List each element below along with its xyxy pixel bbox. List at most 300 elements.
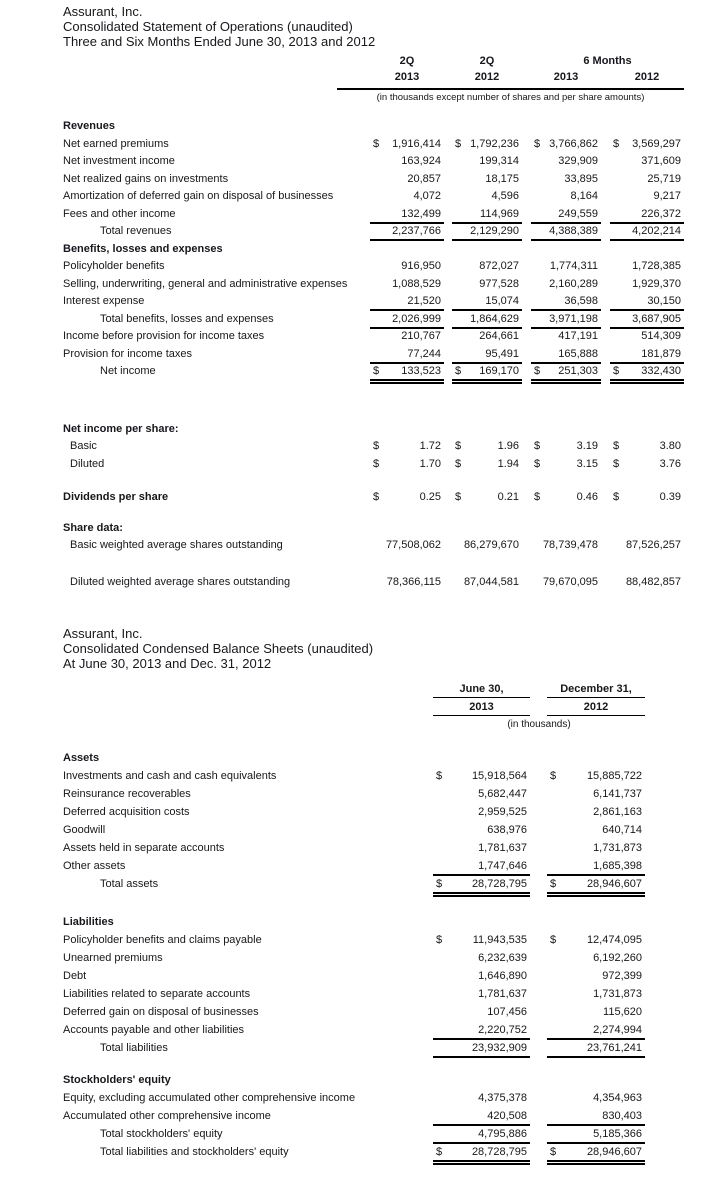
value-text: 2,026,999 <box>392 312 441 325</box>
statement-row <box>63 1042 702 1060</box>
value-text: 0.21 <box>497 491 519 503</box>
value-text: 1,864,629 <box>470 312 519 325</box>
value-text: 972,399 <box>602 970 642 982</box>
dollar-sign: $ <box>613 440 620 452</box>
value-text: 640,714 <box>602 824 642 836</box>
value-cell <box>452 173 522 187</box>
value-cell <box>531 330 601 344</box>
value-text: 23,932,909 <box>471 1042 527 1054</box>
value-text: 4,354,963 <box>593 1092 642 1104</box>
dollar-sign: $ <box>373 491 380 503</box>
value-cell <box>547 988 645 1002</box>
value-cell <box>531 458 601 472</box>
value-text: 163,924 <box>401 155 441 167</box>
row-label: Total revenues <box>100 225 172 237</box>
value-cell <box>547 824 645 838</box>
column-year-label: 2013 <box>394 71 420 83</box>
value-text: 2,129,290 <box>470 225 519 237</box>
value-cell <box>370 208 444 224</box>
value-cell <box>452 348 522 364</box>
statement-row <box>63 278 702 296</box>
value-cell <box>433 878 530 897</box>
statement-row <box>63 138 702 156</box>
value-cell <box>610 491 684 505</box>
dollar-sign: $ <box>436 1146 443 1158</box>
balance-sheet-titles <box>63 626 702 671</box>
row-label: Assets held in separate accounts <box>63 842 225 854</box>
row-label: Share data: <box>63 521 123 534</box>
value-cell <box>452 190 522 204</box>
value-cell <box>547 1024 645 1040</box>
value-cell <box>370 225 444 241</box>
statement-row <box>63 173 702 191</box>
statement-row <box>63 330 702 348</box>
value-cell <box>610 260 684 274</box>
statement-row <box>63 1024 702 1042</box>
value-text: 23,761,241 <box>586 1042 642 1054</box>
row-label: Total stockholders' equity <box>100 1128 223 1140</box>
value-cell <box>610 225 684 241</box>
dollar-sign: $ <box>550 878 557 890</box>
row-label: Deferred acquisition costs <box>63 806 190 818</box>
value-cell <box>531 260 601 274</box>
value-cell <box>433 1042 530 1058</box>
row-label: Equity, excluding accumulated other comprehensive income <box>63 1092 356 1104</box>
value-text: 115,620 <box>603 1006 642 1018</box>
value-text: 2,237,766 <box>392 225 441 237</box>
value-text: 1.70 <box>419 457 441 470</box>
value-text: 12,474,095 <box>586 934 642 946</box>
value-cell <box>452 278 522 292</box>
value-cell <box>610 208 684 224</box>
value-text: 95,491 <box>485 347 519 360</box>
column-year-label: 2012 <box>547 701 645 716</box>
income-statement-column-headers <box>63 55 702 104</box>
column-date-label: December 31, <box>547 683 645 698</box>
value-cell <box>370 365 444 384</box>
value-cell <box>547 1042 645 1058</box>
value-cell <box>547 842 645 856</box>
value-cell <box>547 1110 645 1126</box>
statement-row <box>63 1006 702 1024</box>
statement-row <box>63 365 702 383</box>
row-label: Stockholders' equity <box>63 1074 171 1086</box>
value-text: 4,596 <box>491 190 519 202</box>
dollar-sign: $ <box>455 457 462 470</box>
statement-row <box>63 313 702 331</box>
column-year-row <box>63 701 702 716</box>
value-text: 1,731,873 <box>593 988 642 1000</box>
value-text: 1,781,637 <box>478 842 527 854</box>
value-text: 5,682,447 <box>478 788 527 800</box>
statement-row <box>63 348 702 366</box>
row-label: Benefits, losses and expenses <box>63 242 223 255</box>
column-group-label: 2Q <box>399 55 415 67</box>
value-cell <box>433 842 530 856</box>
value-text: 872,027 <box>479 260 519 272</box>
row-label: Investments and cash and cash equivalents <box>63 770 277 782</box>
dollar-sign: $ <box>373 365 380 377</box>
row-label: Net earned premiums <box>63 137 169 150</box>
row-label: Policyholder benefits <box>63 260 165 272</box>
value-text: 226,372 <box>641 207 681 220</box>
statement-row <box>63 440 702 458</box>
statement-row <box>63 260 702 278</box>
dollar-sign: $ <box>455 137 462 150</box>
statement-period: At June 30, 2013 and Dec. 31, 2012 <box>63 656 272 671</box>
value-text: 1,088,529 <box>392 277 441 290</box>
value-text: 977,528 <box>479 277 519 290</box>
row-label: Deferred gain on disposal of businesses <box>63 1006 259 1018</box>
value-text: 15,885,722 <box>586 770 642 782</box>
value-cell <box>370 173 444 187</box>
dollar-sign: $ <box>534 457 541 470</box>
value-text: 28,946,607 <box>586 1146 642 1158</box>
value-cell <box>452 260 522 274</box>
dollar-sign: $ <box>436 878 443 890</box>
value-cell <box>610 138 684 152</box>
value-text: 4,795,886 <box>478 1128 527 1140</box>
column-year-label: 2012 <box>474 71 500 83</box>
value-cell <box>610 313 684 329</box>
value-cell <box>370 440 444 454</box>
row-label: Total liabilities <box>100 1042 168 1054</box>
value-cell <box>610 278 684 292</box>
value-text: 4,388,389 <box>549 225 598 237</box>
dollar-sign: $ <box>613 491 620 503</box>
value-cell <box>370 295 444 311</box>
value-cell <box>433 860 530 876</box>
value-cell <box>547 878 645 897</box>
section-heading-row <box>63 752 702 770</box>
value-text: 1.96 <box>497 440 519 452</box>
dollar-sign: $ <box>550 934 557 946</box>
income-statement <box>63 4 702 593</box>
value-text: 417,191 <box>558 330 598 342</box>
value-cell <box>531 576 601 590</box>
value-cell <box>547 788 645 802</box>
value-text: 638,976 <box>487 824 527 836</box>
value-text: 4,375,378 <box>478 1092 527 1104</box>
value-text: 78,739,478 <box>542 539 598 551</box>
value-text: 1.94 <box>497 457 519 470</box>
value-text: 2,220,752 <box>478 1024 527 1036</box>
value-cell <box>547 1092 645 1106</box>
statement-row <box>63 155 702 173</box>
value-text: 28,728,795 <box>471 1146 527 1158</box>
value-text: 2,861,163 <box>593 806 642 818</box>
value-text: 86,279,670 <box>463 539 519 551</box>
value-cell <box>433 934 530 948</box>
value-text: 15,918,564 <box>471 770 527 782</box>
statement-title: Consolidated Condensed Balance Sheets (unaudited) <box>63 641 374 656</box>
dollar-sign: $ <box>455 491 462 503</box>
value-text: 3,687,905 <box>632 312 681 325</box>
statement-row <box>63 988 702 1006</box>
value-cell <box>610 539 684 553</box>
row-label: Liabilities related to separate accounts <box>63 988 251 1000</box>
section-heading-row <box>63 120 702 138</box>
value-cell <box>452 138 522 152</box>
value-cell <box>531 208 601 224</box>
value-cell <box>547 806 645 820</box>
value-cell <box>610 173 684 187</box>
value-text: 165,888 <box>558 347 598 360</box>
section-heading-row <box>63 423 702 441</box>
statement-title: Consolidated Statement of Operations (unaudited) <box>63 19 353 34</box>
statement-row <box>63 788 702 806</box>
value-cell <box>531 173 601 187</box>
dollar-sign: $ <box>613 137 620 150</box>
value-cell <box>452 330 522 344</box>
dollar-sign: $ <box>550 770 557 782</box>
value-cell <box>610 365 684 384</box>
value-cell <box>531 313 601 329</box>
value-cell <box>452 295 522 311</box>
value-cell <box>433 1006 530 1020</box>
value-cell <box>452 491 522 505</box>
row-label: Basic weighted average shares outstanding <box>70 539 283 551</box>
statement-row <box>63 208 702 226</box>
value-text: 77,508,062 <box>385 539 441 551</box>
dollar-sign: $ <box>534 491 541 503</box>
value-cell <box>610 330 684 344</box>
value-cell <box>531 225 601 241</box>
row-label: Interest expense <box>63 295 145 307</box>
value-cell <box>452 155 522 169</box>
column-year-label: 2013 <box>433 701 530 716</box>
value-text: 169,170 <box>479 365 519 377</box>
value-cell <box>433 988 530 1002</box>
dollar-sign: $ <box>455 365 462 377</box>
row-label: Net realized gains on investments <box>63 172 229 185</box>
column-date-label: June 30, <box>433 683 530 698</box>
statement-row <box>63 1092 702 1110</box>
row-label: Revenues <box>63 120 115 132</box>
section-heading-row <box>63 916 702 934</box>
value-text: 1,728,385 <box>632 260 681 272</box>
dollar-sign: $ <box>534 440 541 452</box>
row-label: Diluted weighted average shares outstanding <box>70 575 291 588</box>
value-cell <box>547 860 645 876</box>
statement-row <box>63 878 702 896</box>
row-label: Fees and other income <box>63 207 176 220</box>
value-cell <box>370 458 444 472</box>
value-text: 1,781,637 <box>478 988 527 1000</box>
value-cell <box>370 278 444 292</box>
row-label: Net income <box>100 365 156 377</box>
value-cell <box>610 440 684 454</box>
value-cell <box>452 208 522 224</box>
value-text: 332,430 <box>641 365 681 377</box>
value-cell <box>610 348 684 364</box>
value-cell <box>433 1128 530 1144</box>
section-heading-row <box>63 1074 702 1092</box>
value-cell <box>433 1092 530 1106</box>
value-cell <box>433 952 530 966</box>
value-text: 916,950 <box>401 260 441 272</box>
column-group-row <box>63 55 702 71</box>
value-text: 251,303 <box>558 365 598 377</box>
value-text: 1,731,873 <box>593 842 642 854</box>
statement-period: Three and Six Months Ended June 30, 2013 and 2012 <box>63 34 376 49</box>
value-cell <box>370 260 444 274</box>
balance-sheet <box>63 626 702 1164</box>
value-text: 420,508 <box>487 1110 527 1122</box>
value-text: 514,309 <box>641 330 681 342</box>
value-cell <box>547 934 645 948</box>
units-note: (in thousands except number of shares and per share amounts) <box>376 92 645 103</box>
value-text: 830,403 <box>602 1110 642 1122</box>
value-cell <box>370 313 444 329</box>
value-text: 132,499 <box>401 207 441 220</box>
statement-row <box>63 1146 702 1164</box>
value-text: 0.39 <box>659 491 681 503</box>
row-label: Unearned premiums <box>63 952 163 964</box>
dollar-sign: $ <box>373 457 380 470</box>
dollar-sign: $ <box>550 1146 557 1158</box>
value-text: 1,916,414 <box>392 137 441 150</box>
value-cell <box>610 576 684 590</box>
header-rule <box>337 88 684 90</box>
value-text: 133,523 <box>401 365 441 377</box>
statement-row <box>63 806 702 824</box>
statement-row <box>63 295 702 313</box>
value-cell <box>547 952 645 966</box>
company-name: Assurant, Inc. <box>63 4 143 19</box>
row-label: Basic <box>70 440 97 452</box>
value-cell <box>452 313 522 329</box>
value-text: 210,767 <box>401 330 441 342</box>
value-text: 264,661 <box>479 330 519 342</box>
value-cell <box>452 365 522 384</box>
dollar-sign: $ <box>613 457 620 470</box>
value-text: 3,569,297 <box>632 137 681 150</box>
row-label: Diluted <box>70 457 105 470</box>
value-text: 2,959,525 <box>478 806 527 818</box>
row-label: Income before provision for income taxes <box>63 330 265 342</box>
value-cell <box>452 539 522 553</box>
value-text: 87,044,581 <box>463 575 519 588</box>
statement-row <box>63 770 702 788</box>
row-label: Total assets <box>100 878 159 890</box>
value-text: 329,909 <box>558 155 598 167</box>
row-label: Total liabilities and stockholders' equity <box>100 1146 289 1158</box>
value-text: 1.72 <box>419 440 441 452</box>
statement-row <box>63 225 702 243</box>
value-text: 1,646,890 <box>478 970 527 982</box>
value-text: 3.76 <box>659 457 681 470</box>
value-cell <box>370 330 444 344</box>
value-text: 3,766,862 <box>549 137 598 150</box>
value-cell <box>370 576 444 590</box>
row-label: Net income per share: <box>63 422 179 435</box>
dollar-sign: $ <box>455 440 462 452</box>
row-label: Liabilities <box>63 916 114 928</box>
income-statement-titles <box>63 4 702 49</box>
value-text: 28,946,607 <box>586 878 642 890</box>
balance-sheet-column-headers <box>63 683 702 730</box>
value-cell <box>531 365 601 384</box>
row-label: Goodwill <box>63 824 106 836</box>
value-cell <box>531 190 601 204</box>
value-cell <box>531 440 601 454</box>
row-label: Policyholder benefits and claims payable <box>63 934 262 946</box>
value-text: 2,160,289 <box>549 277 598 290</box>
dollar-sign: $ <box>373 440 380 452</box>
value-cell <box>610 295 684 311</box>
value-cell <box>531 539 601 553</box>
value-text: 0.25 <box>419 491 441 503</box>
value-text: 181,879 <box>641 347 681 360</box>
value-text: 78,366,115 <box>386 575 441 588</box>
value-cell <box>531 491 601 505</box>
value-text: 87,526,257 <box>625 539 681 551</box>
value-text: 4,072 <box>413 190 441 202</box>
value-cell <box>433 824 530 838</box>
value-text: 249,559 <box>558 207 598 220</box>
row-label: Other assets <box>63 860 126 872</box>
value-cell <box>531 138 601 152</box>
value-text: 33,895 <box>564 172 598 185</box>
dollar-sign: $ <box>436 934 443 946</box>
value-text: 371,609 <box>641 155 681 167</box>
value-cell <box>531 155 601 169</box>
column-group-label: 2Q <box>479 55 495 67</box>
row-label: Debt <box>63 970 87 982</box>
value-cell <box>370 348 444 364</box>
value-text: 8,164 <box>570 190 598 202</box>
value-text: 3.80 <box>659 440 681 452</box>
value-cell <box>433 1146 530 1165</box>
value-text: 3.15 <box>576 457 598 470</box>
section-heading-row <box>63 522 702 540</box>
column-year-label: 2012 <box>634 71 660 83</box>
value-text: 79,670,095 <box>542 575 598 588</box>
value-text: 1,929,370 <box>632 277 681 290</box>
statement-row <box>63 491 702 509</box>
value-text: 5,185,366 <box>593 1128 642 1140</box>
statement-row <box>63 824 702 842</box>
value-text: 1,792,236 <box>470 137 519 150</box>
value-cell <box>610 458 684 472</box>
value-text: 25,719 <box>647 172 681 185</box>
row-label: Total benefits, losses and expenses <box>100 312 274 325</box>
dollar-sign: $ <box>534 365 541 377</box>
value-cell <box>370 539 444 553</box>
value-cell <box>433 788 530 802</box>
value-cell <box>452 458 522 472</box>
value-text: 4,202,214 <box>632 225 681 237</box>
value-text: 88,482,857 <box>625 575 681 588</box>
value-cell <box>610 190 684 204</box>
statement-row <box>63 934 702 952</box>
value-text: 114,969 <box>480 207 519 220</box>
income-statement-rows <box>63 120 702 593</box>
row-label: Accounts payable and other liabilities <box>63 1024 245 1036</box>
value-text: 18,175 <box>485 172 519 185</box>
value-cell <box>531 278 601 292</box>
statement-row <box>63 576 702 594</box>
dollar-sign: $ <box>534 137 541 150</box>
value-text: 1,747,646 <box>478 860 527 872</box>
value-cell <box>370 491 444 505</box>
row-label: Amortization of deferred gain on disposal of businesses <box>63 190 334 202</box>
statement-row <box>63 860 702 878</box>
value-text: 1,774,311 <box>549 260 598 272</box>
value-text: 20,857 <box>407 172 441 185</box>
section-heading-row <box>63 243 702 261</box>
